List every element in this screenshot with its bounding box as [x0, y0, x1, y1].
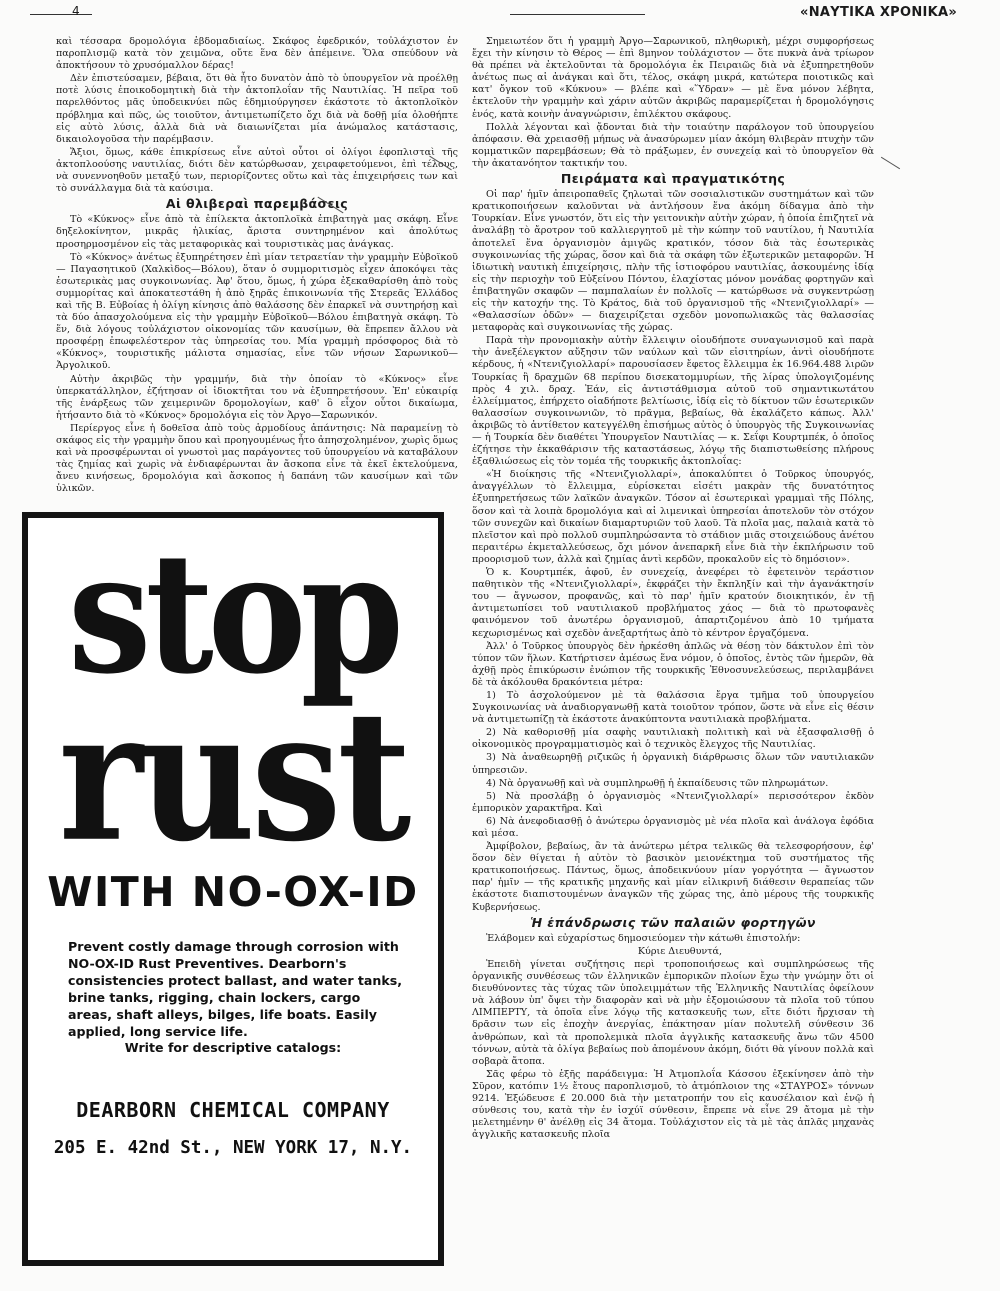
ad-headline-rust: rust — [58, 670, 408, 882]
right-intro-paragraph: Πολλὰ λέγονται καὶ ᾄδονται διὰ τὴν τοιαύτην παράλογον τοῦ ὑπουργείου ἀπόφασιν. Θὰ χρειασθῇ μήπως νὰ ἀνασύρωμεν μίαν ἀκόμη θλιβερὰν πτυχὴν τῶν κομματικῶν παρεμβάσεων; Θὰ τὸ πράξωμεν, ἐν συνεχείᾳ καὶ τὸ ὑπουργεῖον θὰ τὴν ἀκατανόητον τακτικήν του. — [472, 121, 874, 169]
measure-item: 1) Τὸ ἀσχολούμενον μὲ τὰ θαλάσσια ἔργα τμῆμα τοῦ ὑπουργείου Συγκοινωνίας νὰ ἀναδιοργανωθῇ κατὰ τοιοῦτον τρόπον, ὥστε νὰ εἶνε εἰς θέσιν νὰ ἀντιμετωπίζῃ τὰ ἑκάστοτε ἀνακύπτοντα ναυτιλιακὰ προβλήματα. — [472, 689, 874, 726]
letter-intro: Ἐλάβομεν καὶ εὐχαρίστως δημοσιεύομεν τὴν κάτωθι ἐπιστολήν: — [486, 932, 801, 944]
section-heading-old-freighters: Ἡ ἐπάνδρωσις τῶν παλαιῶν φορτηγῶν — [530, 914, 816, 930]
header-rule-right — [510, 14, 645, 15]
right-body-paragraph: Ἀλλ' ὁ Τοῦρκος ὑπουργὸς δὲν ἠρκέσθη ἁπλῶς νὰ θέσῃ τὸν δάκτυλον ἐπὶ τὸν τύπον τῶν ἥλων. Κατήρτισεν ἀμέσως ἕνα νόμον, ὁ ὁποῖος, ἐντὸς τῶν ἡμερῶν, θὰ ἀχθῇ πρὸς ἐπικύρωσιν ἐνώπιον τῆς τουρκικῆς Ἐθνοσυνελεύσεως, περιλαμβάνει δὲ τὰ ἀκόλουθα δρακόντεια μέτρα: — [472, 640, 874, 688]
measure-item: 2) Νὰ καθορισθῇ μία σαφὴς ναυτιλιακὴ πολιτικὴ καὶ νὰ ἐξασφαλισθῇ ὁ οἰκονομικὸς προγραμματισμὸς καὶ ὁ τεχνικὸς ἔλεγχος τῆς Ναυτιλίας. — [472, 727, 874, 751]
header-rule-left — [30, 14, 92, 15]
left-body-paragraph: Τὸ «Κύκνος» εἶνε ἀπὸ τὰ ἐπίλεκτα ἀκτοπλοϊκὰ ἐπιβατηγὰ μας σκάφη. Εἶνε δηξελοκίνητον, μικρᾶς ἡλικίας, ἄριστα συντηρημένον καὶ ἀπολύτως προσηρμοσμένον εἰς τὰς μεταφορικὰς καὶ τουριστικὰς μας ἀνάγκας. — [56, 214, 458, 250]
advertisement-stop-rust — [22, 512, 444, 1266]
right-column — [472, 36, 874, 1142]
letter-salutation: Κύριε Διευθυντά, — [637, 945, 723, 957]
left-intro-paragraph: Δὲν ἐπιστεύσαμεν, βέβαια, ὅτι θὰ ἦτο δυνατὸν ἀπὸ τὸ ὑπουργεῖον νὰ προέλθῃ ποτὲ λύσις ἐποικοδομητικὴ διὰ τὴν ἀκτοπλοΐαν τῆς Ναυτιλίας. Ἡ πεῖρα τοῦ παρελθόντος μᾶς ὑποδεικνύει πῶς ἐδημιούργησεν ἐκάστοτε τὸ ἀκτοπλοϊκὸν πρόβλημα καὶ πῶς, ὡς τοιοῦτον, ἀντιμετωπίζετο ὄχι διὰ νὰ δοθῇ μία ὁλοθήπτε εἰς αὐτὸ λύσις, ἀλλὰ διὰ νὰ διαιωνίζεται μία ἀνώμαλος κατάστασις, δικαιολογοῦσα τὴν παρέμβασιν. — [56, 73, 458, 145]
right-body-paragraph: Παρὰ τὴν προνομιακὴν αὐτὴν ἔλλειψιν οἱουδήποτε συναγωνισμοῦ καὶ παρὰ τὴν ἀνεξέλεγκτον αὔξησιν τῶν ναύλων καὶ τῶν εἰσιτηρίων, ἀντὶ οἱουδήποτε κέρδους, ἡ «Ντενιζγιολλαρί» παρουσίασεν ἔφετος ἔλλειμμα ἐκ 16.964.488 λιρῶν Τουρκίας ἢ δραχμῶν 68 περίπου δισεκατομμυρίων, τῆς λίρας ὑπολογιζομένης πρὸς 4 χιλ. δραχ. Ἐάν, εἰς ἀντιστάθμισμα αὐτοῦ τοῦ σημαντικωτάτου ἐλλείμματος, ἐπήρχετο οἱαδήποτε βελτίωσις, ἰδίᾳ εἰς τὸ δίκτυον τῶν ἐσωτερικῶν θαλασσίων συγκοινωνιῶν, τὸ πρᾶγμα, βεβαίως, θὰ ἐκαλάζετο κάπως. Ἀλλ' ἀκριβῶς τὸ ἀντίθετον κατεγγέλθη ἐπισήμως αὐτὸς ὁ ὑπουργὸς τῆς Συγκοινωνίας — ἡ Τουρκία δὲν διαθέτει Ὑπουργεῖον Ναυτιλίας — κ. Σεΐφι Κουρτμπέκ, ὁ ὁποῖος ἐζήτησε τὴν ἐκκαθάρισιν τῆς καταστάσεως, λόγῳ τῆς διαπιστωθείσης πλήρους ἐξαθλιώσεως εἰς τὸν τομέα τῆς τουρκικῆς ἀκτοπλοΐας: — [472, 335, 874, 468]
ad-body-text: Prevent costly damage through corrosion with NO-OX-ID Rust Preventives. Dearborn's consistencies protect ballast, and water tanks, brine tanks, rigging, chain lockers, cargo areas, shaft alleys, bilges, life boats. Easily applied, long service life. — [68, 939, 403, 1039]
ad-headline-stop: stop — [68, 515, 398, 711]
left-intro-paragraph: Ἄξιοι, ὅμως, κάθε ἐπικρίσεως εἶνε αὐτοὶ οὗτοι οἱ ὀλίγοι ἐφοπλισταὶ τῆς ἀκτοπλοούσης ναυτιλίας, διότι δὲν κατώρθωσαν, χειραφετούμενοι, ἐπὶ τέλους, νὰ συνεννοηθοῦν μεταξύ των, περιορίζοντες οὕτω καὶ τὰς ἐπιχειρήσεις των καὶ τὸ συνάλλαγμα διὰ τὰ καύσιμα. — [56, 146, 458, 195]
left-body-paragraph: Αὐτὴν ἀκριβῶς τὴν γραμμήν, διὰ τὴν ὁποίαν τὸ «Κύκνος» εἶνε ὑπερκατάλληλον, ἐζήτησαν οἱ ἰδιοκτῆται του νὰ ἐξυπηρετήσουν. Ἐπ' εὐκαιρίᾳ τῆς ἐνάρξεως τῶν χειμερινῶν δρομολογίων, καθ' ὃ εἶχον οὗτοι δικαίωμα, ἠτήσαντο διὰ τὸ «Κύκνος» δρομολόγια εἰς τὸν Ἀργο—Σαρωνικόν. — [56, 373, 458, 421]
letter-paragraph: Σᾶς φέρω τὸ ἑξῆς παράδειγμα: Ἡ Ἀτμοπλοΐα Κάσσου ἐξεκίνησεν ἀπὸ τὴν Σῦρον, κατόπιν 1½ ἔτους παροπλισμοῦ, τὸ ἀτμόπλοιον της «ΣΤΑΥΡΟΣ» τόννων 9214. Ἐξώδευσε £ 20.000 διὰ τὴν μετατροπήν του εἰς καυσέλαιον καὶ ἐνῷ ἡ σύνθεσις του, κατὰ τὴν ἐν ἰσχύϊ σύνθεσιν, ἔπρεπε νὰ εἶνε 29 ἄτομα μὲ τὴν μελετημένην θ' ἀνέλθῃ εἰς 34 ἄτομα. Τοὐλάχιστον εἰς τὰ μὲ τὰς ἁπλᾶς μηχανὰς ἀγγλικῆς κατασκευῆς πλοῖα — [472, 1068, 874, 1141]
pencil-mark — [881, 157, 900, 170]
measure-item: 3) Νὰ ἀναθεωρηθῇ ριζικῶς ἡ ὀργανικὴ διάρθρωσις ὅλων τῶν ναυτιλιακῶν ὑπηρεσιῶν. — [472, 752, 874, 776]
journal-title: «ΝΑΥΤΙΚΑ ΧΡΟΝΙΚΑ» — [800, 5, 958, 20]
measure-item: 4) Νὰ ὀργανωθῇ καὶ νὰ συμπληρωθῇ ἡ ἐκπαίδευσις τῶν πληρωμάτων. — [486, 777, 829, 789]
right-closing-paragraph: Ἀμφίβολον, βεβαίως, ἂν τὰ ἀνώτερω μέτρα τελικῶς θὰ τελεσφορήσουν, ἐφ' ὅσον δὲν θίγεται ἡ αὐτὸν τὸ βασικὸν μειονέκτημα τοῦ συστήματος τῆς κρατικοποιήσεως. Πάντως, ὅμως, ἀποδεικνύουν μίαν γοργότητα — ἄγνωστον παρ' ἡμῖν — τῆς κρατικῆς μηχανῆς καὶ μίαν εἰλικρινῆ διάθεσιν θεραπείας τῶν ἑκάστοτε διαπιστουμένων ἀναγκῶν τῆς χώρας της, ἀπὸ μέρους τῆς τουρκικῆς Κυβερνήσεως. — [472, 841, 874, 913]
letter-paragraph: Ἐπειδὴ γίνεται συζήτησις περὶ τροποποιήσεως καὶ συμπληρώσεως τῆς ὀργανικῆς συνθέσεως τῶν ἑλληνικῶν ἐμπορικῶν πλοίων ἔχω τὴν γνώμην ὅτι οἱ διευθύνοντες τὰς τύχας τῶν ὑπολειμμάτων τῆς Ἑλληνικῆς Ναυτιλίας ὀφείλουν νὰ λάβουν ὑπ' ὄψει τὴν διαφορὰν καὶ νὰ μὴν ἐξομοιώσουν τὰ πλοῖα τοῦ τύπου ΛΙΜΠΕΡΤΥ, τὰ ὁποῖα εἶνε λόγῳ τῆς κατασκευῆς των, εἴτε διότι ἤρχισαν τὴ δρᾶσιν των εἰς ἐποχὴν ἀνεργίας, ἐπάκτησαν μίαν πολυτελῆ σύνθεσιν 36 ἀνθρώπων, καὶ τὰ προπολεμικὰ πλοῖα ἀγγλικῆς κατασκευῆς ἄνω τῶν 4500 τόννων, αὐτὰ τὰ ὀλίγα βεβαίως ποὺ ἀπομένουν ἀκόμη, διότι θὰ γίνουν πολλὰ καὶ σοβαρὰ ἄτοπα. — [472, 958, 874, 1067]
ad-call-to-action: Write for descriptive catalogs: — [124, 1040, 342, 1055]
left-column — [56, 36, 458, 496]
left-intro-paragraph: καὶ τέσσαρα δρομολόγια ἑβδομαδιαίως. Σκάφος ἐφεδρικόν, τοὐλάχιστον ἐν παροπλισμῷ κατὰ τὸν χειμῶνα, οὔτε ἕνα δὲν ἀπέμεινε. Ὅλα σπεύδουν νὰ ἀποκτήσουν τὸ χρυσόμαλλον δέρας! — [56, 36, 458, 72]
right-body-paragraph: «Ἡ διοίκησις τῆς «Ντενιζγιολλαρί», ἀποκαλύπτει ὁ Τοῦρκος ὑπουργός, ἀναγγέλλων τὸ ἔλλειμμα, εὑρίσκεται εἰσέτι μακρὰν τῆς δυνατότητος ἐξυπηρετήσεως τῶν λαϊκῶν ἀναγκῶν. Τόσον αἱ ἐσωτερικαὶ γραμμαὶ τῆς Πόλης, ὅσον καὶ τὰ λοιπὰ δρομολόγια καὶ αἱ λιμενικαὶ ὑπηρεσίαι ἀποτελοῦν τὸν στόχον τῶν συνεχῶν καὶ δικαίων διαμαρτυριῶν τοῦ λαοῦ. Τὰ πλοῖα μας, παλαιὰ κατὰ τὸ πλεῖστον καὶ πρὸ πολλοῦ συμπληρώσαντα τὸ στάδιον μιᾶς στοιχειώδους ἀνέτου περαιτέρω ἐκμεταλλεύσεως, ὄχι μόνον ἀνεπαρκῆ εἶνε διὰ τὴν ἐκπλήρωσιν τοῦ προορισμοῦ των, ἀλλὰ καὶ ζημίας ἀντὶ κερδῶν, προκαλοῦν εἰς τὸ δημόσιον». — [472, 469, 874, 565]
section-heading-interventions: Αἱ θλιβεραὶ παρεμβάσεις — [165, 196, 349, 212]
ad-subhead: WITH NO-OX-ID — [47, 868, 419, 916]
ad-company-name: DEARBORN CHEMICAL COMPANY — [76, 1098, 390, 1122]
section-heading-experiments: Πειράματα καὶ πραγματικότης — [560, 171, 786, 187]
left-body-paragraph: Τὸ «Κύκνος» ἀνέτως ἐξυπηρέτησεν ἐπὶ μίαν τετραετίαν τὴν γραμμὴν Εὐβοϊκοῦ — Παγασητικοῦ (Χαλκὶδος—Βόλου), ὅταν ὁ συμμοριτισμὸς εἶχεν ἀποκόψει τὰς ἐσωτερικὰς μας συγκοινωνίας. Ἀφ' ὅτου, ὅμως, ἡ χώρα ἐξεκαθαρίσθη ἀπὸ τοὺς συμμορίτας καὶ ἀποκατεστάθη ἡ ἀπὸ ξηρᾶς ἐπικοινωνία τῆς Στερεᾶς Ἑλλάδος καὶ τῆς Β. Εὐβοίας ἡ ὀλίγη κίνησις ἀπὸ θαλάσσης δὲν ἐπαρκεῖ νὰ συντηρήσῃ καὶ τὰ δύο ἀπασχολούμενα εἰς τὴν γραμμὴν Εὐβοϊκοῦ—Βόλου ἐπιβατηγὰ σκάφη. Τὸ ἕν, διὰ λόγους τοὐλάχιστον οἰκονομίας τῶν καυσίμων, θὰ ἔπρεπεν ἄλλου νὰ προσφέρῃ ἐπωφελέστερον τὰς ὑπηρεσίας του. Μία γραμμὴ πρόσφορος διὰ τὸ «Κύκνος», τουριστικῆς μάλιστα σημασίας, εἶνε τῶν νήσων Σαρωνικοῦ—Ἀργολικοῦ. — [56, 251, 458, 372]
measure-item: 5) Νὰ προσλάβῃ ὁ ὀργανισμὸς «Ντενιζγιολλαρί» περισσότερον ἐκδὸν ἐμπορικὸν χαρακτῆρα. Καὶ — [472, 790, 874, 814]
header-page-mark: 4 — [72, 4, 80, 18]
ad-company-address: 205 E. 42nd St., NEW YORK 17, N.Y. — [53, 1138, 413, 1158]
right-body-paragraph: Οἱ παρ' ἡμῖν ἀπειροπαθεῖς ζηλωταὶ τῶν σοσιαλιστικῶν συστημάτων καὶ τῶν κρατικοποιήσεων καλοῦνται νὰ ἀντλήσουν ἕνα ἀκόμη δίδαγμα ἀπὸ τὴν Τουρκίαν. Εἶνε γνωστόν, ὅτι εἰς τὴν γειτονικὴν αὐτὴν χώραν, ἡ ὁποία ἐπιζητεῖ νὰ ἀναλάβῃ τὸ ἄροτρον τοῦ καλλιεργητοῦ μὲ τὴν κώπην τοῦ ναυτίλου, ἡ Ναυτιλία ἀποτελεῖ ἕνα ὀργανισμὸν ἀμιγῶς κρατικόν, τόσον διὰ τὰς ἐσωτερικὰς συγκοινωνίας τῆς χώρας, ὅσον καὶ διὰ τὰ σκάφη τῶν ἐξωτερικῶν μεταφορῶν. Ἡ ἰδιωτικὴ ναυτικὴ ἐπιχείρησις, πλὴν τῆς ἱστιοφόρου ναυτιλίας, ἀσκουμένης ἰδίᾳ εἰς τὴν περιοχὴν τοῦ Εὐξείνου Πόντου, ἐλαχίστας μόνον μονάδας φορτηγῶν καὶ ἐπιβατηγῶν σκαφῶν — παμπαλαίων ἐν πολλοῖς — κατώρθωσε νὰ συγκεντρώσῃ εἰς τὴν κατοχήν της. Τὸ Κράτος, διὰ τοῦ ὀργανισμοῦ τῆς «Ντενιζγιολλαρί» — «Θαλασσίων ὁδῶν» — διαχειρίζεται σχεδὸν μονοπωλιακῶς τὰς θαλασσίας μεταφορὰς καὶ συγκοινωνίας τῆς χώρας. — [472, 189, 874, 334]
right-intro-paragraph: Σημειωτέον ὅτι ἡ γραμμὴ Ἀργο—Σαρωνικοῦ, πληθωρικὴ, μέχρι συμφορήσεως ἔχει τὴν κίνησιν τὸ Θέρος — ἐπὶ 8μηνον τοὐλάχιστον — ὅτε πυκνὰ ἀνὰ τρίωρον θὰ πρέπει νὰ ἐκτελοῦνται τὰ δρομολόγια ἐκ Πειραιῶς διὰ νὰ ἐξυπηρετηθοῦν ἀνέτως πως αἱ ἀνάγκαι καὶ ὅτι, τέλος, σκάφη μικρά, κατώτερα ποιοτικῶς καὶ κατ' ὄγκον τοῦ «Κύκνου» — βλέπε καὶ «Ὕδραν» — μὲ ἕνα μόνον λέβητα, ἐκτελοῦν τὴν γραμμὴν καὶ χάριν αὐτῶν ἀκριβῶς παραμερίζεται ἡ δρομολόγησις ἑνός, κατὰ κοινὴν ἀναγνώρισιν, ἐπιλέκτου σκάφους. — [472, 36, 874, 120]
left-body-paragraph: Περίεργος εἶνε ἡ δοθεῖσα ἀπὸ τοὺς ἁρμοδίους ἀπάντησις: Νὰ παραμείνῃ τὸ σκάφος εἰς τὴν γραμμὴν ὅπου καὶ προηγουμένως ἦτο ἀπησχολημένον, χωρὶς ὅμως καὶ νὰ προσφέρωνται οἱ γνωστοὶ μας παράγοντες τοῦ ὑπουργείου νὰ καταβάλουν τὰς ζημίας καὶ χωρὶς νὰ ἐνδιαφέρωνται ἂν ἄσκοπα εἶνε τὰ ἐκεῖ ἐκτελούμενα, ἄνευ κινήσεως, δρομολόγια καὶ ἄσκοπος ἡ δαπάνη τῶν καυσίμων καὶ τῶν ὑλικῶν. — [56, 422, 458, 495]
right-body-paragraph: Ὁ κ. Κουρτμπέκ, ἀφοῦ, ἐν συνεχείᾳ, ἀνεφέρει τὸ ἐφετεινὸν τεράστιον παθητικὸν τῆς «Ντενιζγιολλαρί», ἐκφράζει τὴν ἔκπληξίν καὶ τὴν ἀγανάκτησίν του — ἄγνωσον, προφανῶς, καὶ τὸ παρ' ἡμῖν κρατούν διοικητικόν, ἐν τῇ ἀντιμετωπίσει τοῦ ναυτιλιακοῦ προβλήματος χάος — διὰ τὸ πρωτοφανὲς φαινόμενον τοῦ ἀνωτέρω ὀργανισμοῦ, ἀπαρτιζομένου ἀπὸ 10 τμήματα κεχωρισμένως καὶ σχεδὸν ἀνεξαρτήτως ἀπὸ τὸ κέντρον ἐργαζόμενα. — [472, 567, 874, 639]
measure-item: 6) Νὰ ἀνεφοδιασθῇ ὁ ἀνώτερω ὀργανισμὸς μὲ νέα πλοῖα καὶ ἀνάλογα ἐφόδια καὶ μέσα. — [472, 815, 874, 839]
